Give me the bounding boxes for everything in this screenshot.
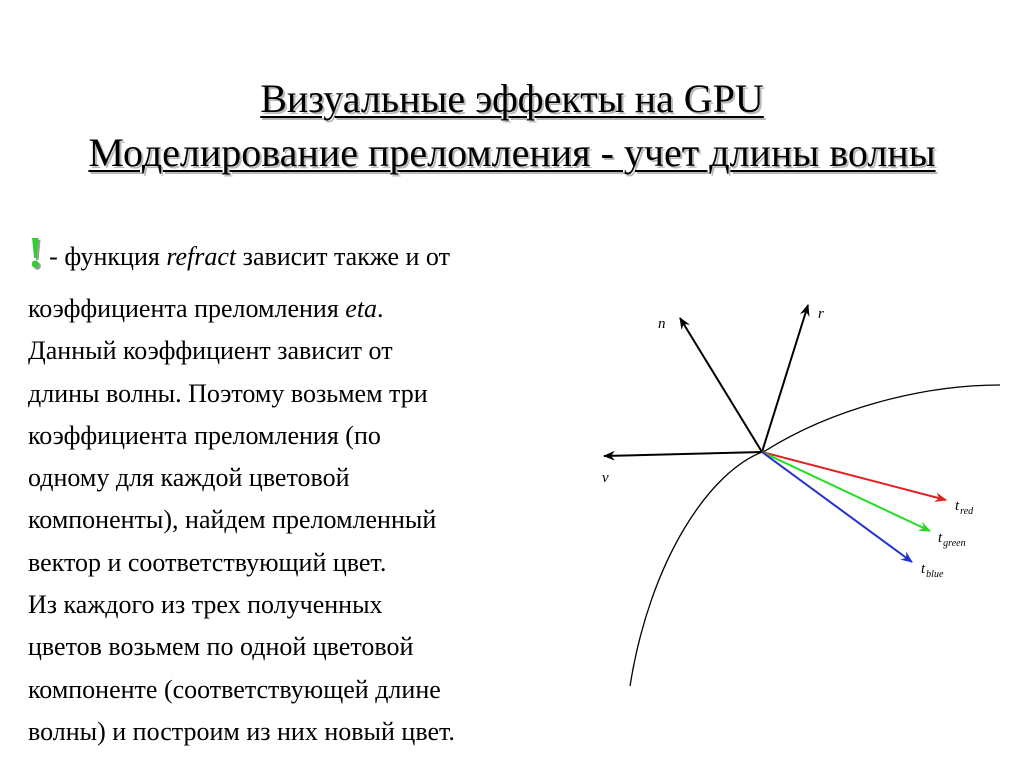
body-line-6: одному для каждой цветовой xyxy=(28,463,350,493)
p2-prefix: коэффициента преломления xyxy=(28,294,346,323)
title-line-1: Визуальные эффекты на GPU xyxy=(260,76,764,121)
body-line-8: вектор и соответствующий цвет. xyxy=(28,547,387,577)
label-t-blue-sub: blue xyxy=(926,569,944,580)
label-t-red xyxy=(955,498,974,517)
label-t-green-sub: green xyxy=(943,538,966,549)
vector-v xyxy=(604,452,762,456)
surface-curve xyxy=(630,385,1000,686)
label-t-green-main: t xyxy=(938,530,943,546)
label-r: r xyxy=(818,306,824,322)
refract-term: refract xyxy=(166,242,237,271)
vector-t-blue xyxy=(762,452,912,562)
label-t-blue xyxy=(921,561,944,580)
label-t-blue-main: t xyxy=(921,561,926,577)
label-t-red-main: t xyxy=(955,498,960,514)
p2-suffix: . xyxy=(377,294,384,323)
body-line-3: Данный коэффициент зависит от xyxy=(28,336,393,366)
vector-n xyxy=(680,318,762,452)
body-line-4: длины волны. Поэтому возьмем три xyxy=(28,378,428,408)
label-t-green xyxy=(938,530,966,549)
body-line-12: волны) и построим из них новый цвет. xyxy=(28,716,455,746)
label-t-red-sub: red xyxy=(960,506,974,517)
body-line-11: компоненте (соответствующей длине xyxy=(28,674,441,704)
eta-term: eta xyxy=(345,294,378,323)
label-n: n xyxy=(658,316,666,332)
body-line-9: Из каждого из трех полученных xyxy=(28,590,383,620)
exclamation-mark: ! xyxy=(28,228,43,277)
vector-t-green xyxy=(762,452,930,531)
body-line-10: цветов возьмем по одной цветовой xyxy=(28,632,414,662)
p1-prefix: - функция xyxy=(42,242,167,271)
body-line-7: компоненты), найдем преломленный xyxy=(28,505,437,535)
vector-r xyxy=(762,305,808,452)
vector-t-red xyxy=(762,452,946,500)
body-line-5: коэффициента преломления (по xyxy=(28,420,381,450)
title-line-2: Моделирование преломления - учет длины волны xyxy=(88,130,936,175)
label-v: v xyxy=(602,470,609,486)
p1-suffix: зависит также и от xyxy=(236,242,450,271)
